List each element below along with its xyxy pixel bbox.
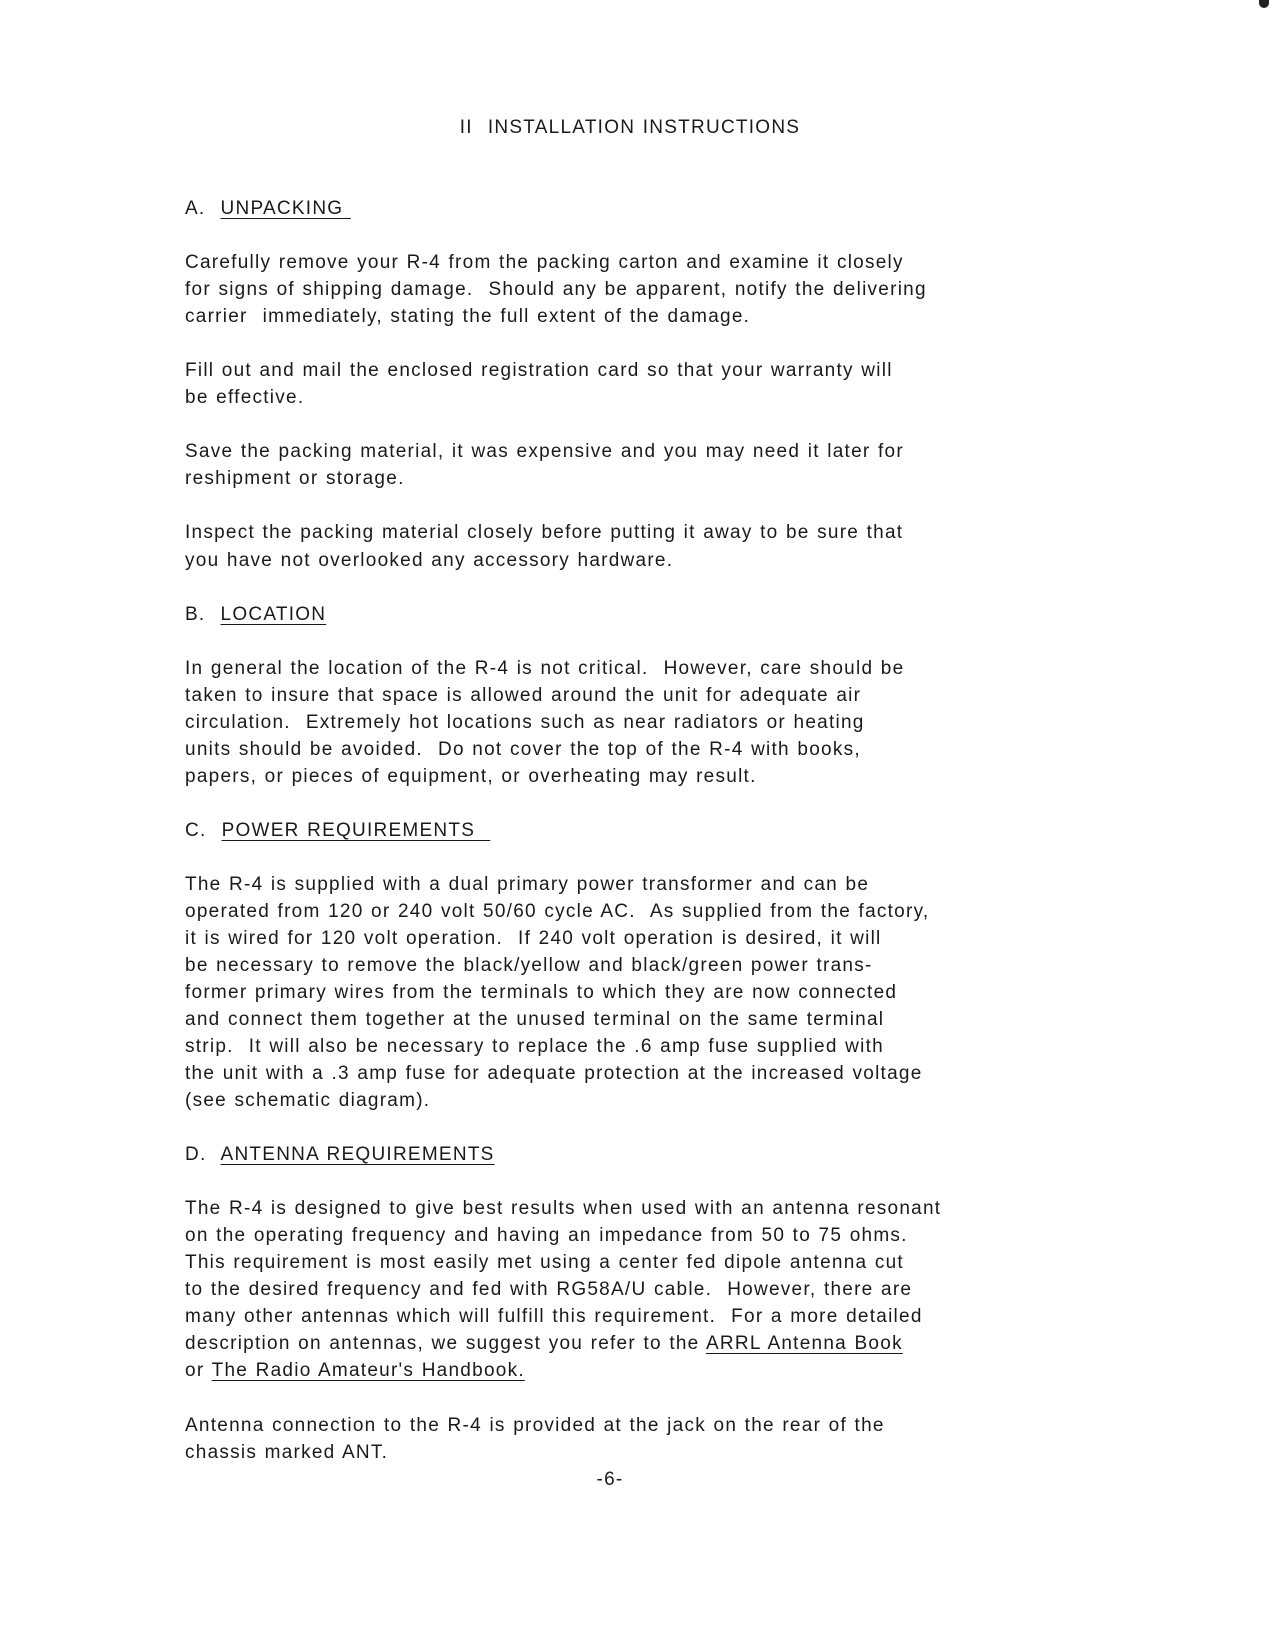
text-line: and connect them together at the unused terminal on the same terminal	[185, 1009, 885, 1031]
text-line: strip. It will also be necessary to replace the .6 amp fuse supplied with	[185, 1036, 884, 1058]
paragraph	[185, 871, 1105, 1114]
section-heading	[185, 817, 1105, 844]
paragraph	[185, 249, 1105, 330]
paragraph	[185, 1195, 1105, 1384]
text-line: former primary wires from the terminals to which they are now connected	[185, 982, 898, 1003]
sections	[185, 195, 1105, 1465]
text-line: Carefully remove your R-4 from the packing carton and examine it closely	[185, 252, 904, 274]
text-line: the unit with a .3 amp fuse for adequate protection at the increased voltage	[185, 1063, 923, 1085]
text-line: papers, or pieces of equipment, or overheating may result.	[185, 765, 757, 787]
paragraph	[185, 438, 1105, 492]
text-line: chassis marked ANT.	[185, 1441, 389, 1463]
text-line: Save the packing material, it was expensive and you may need it later for	[185, 441, 904, 463]
section-heading-text: ANTENNA REQUIREMENTS	[220, 1144, 495, 1166]
section-b	[185, 601, 1105, 817]
section-label: C.	[185, 819, 222, 841]
text-line: it is wired for 120 volt operation. If 240 volt operation is desired, it will	[185, 927, 882, 949]
text-line: many other antennas which will fulfill this requirement. For a more detailed	[185, 1306, 923, 1328]
text-line: Fill out and mail the enclosed registration card so that your warranty will	[185, 360, 893, 382]
section-d	[185, 1141, 1105, 1465]
text-line: taken to insure that space is allowed around the unit for adequate air	[185, 684, 862, 706]
text-line: for signs of shipping damage. Should any be apparent, notify the delivering	[185, 279, 927, 301]
text-line: carrier immediately, stating the full extent of the damage.	[185, 306, 751, 328]
section-c	[185, 817, 1105, 1141]
underlined-title: ARRL Antenna Book	[705, 1333, 903, 1355]
text-line: The R-4 is supplied with a dual primary power transformer and can be	[185, 873, 870, 895]
paragraph	[185, 1412, 1105, 1466]
section-heading	[185, 601, 1105, 628]
section-heading	[185, 195, 1105, 222]
paragraph	[185, 519, 1105, 573]
text-line: reshipment or storage.	[185, 468, 405, 490]
text-line: Antenna connection to the R-4 is provided at the jack on the rear of the	[185, 1414, 885, 1436]
text-segment: description on antennas, we suggest you refer to the	[185, 1333, 706, 1355]
text-line: Inspect the packing material closely before putting it away to be sure that	[185, 522, 904, 544]
text-line: to the desired frequency and fed with RG58A/U cable. However, there are	[185, 1279, 913, 1301]
text-line: This requirement is most easily met using a center fed dipole antenna cut	[185, 1252, 904, 1274]
page-number: -6-	[596, 1468, 624, 1490]
text-line: operated from 120 or 240 volt 50/60 cycle AC. As supplied from the factory,	[185, 900, 930, 922]
text-line: units should be avoided. Do not cover the top of the R-4 with books,	[185, 738, 861, 760]
text-line: on the operating frequency and having an impedance from 50 to 75 ohms.	[185, 1225, 908, 1247]
section-a	[185, 195, 1105, 600]
text-line	[185, 1357, 1105, 1384]
text-line: circulation. Extremely hot locations such as near radiators or heating	[185, 711, 865, 733]
document-page	[185, 114, 1105, 1493]
text-line: The R-4 is designed to give best results when used with an antenna resonant	[185, 1198, 942, 1220]
section-heading-text: POWER REQUIREMENTS	[221, 819, 491, 841]
underlined-title: The Radio Amateur's Handbook.	[211, 1360, 525, 1382]
text-line: (see schematic diagram).	[185, 1090, 431, 1112]
text-line	[185, 1330, 1105, 1357]
text-line: be effective.	[185, 387, 305, 409]
paragraph	[185, 357, 1105, 411]
text-line: you have not overlooked any accessory hardware.	[185, 549, 674, 571]
section-heading	[185, 1141, 1105, 1168]
text-line: In general the location of the R-4 is not critical. However, care should be	[185, 657, 905, 679]
scan-mark	[1259, 0, 1269, 8]
text-segment: or	[185, 1360, 212, 1382]
paragraph	[185, 655, 1105, 790]
section-label: D.	[185, 1144, 221, 1166]
section-label: B.	[185, 603, 221, 625]
section-heading-text: LOCATION	[220, 603, 327, 625]
section-label: A.	[185, 198, 221, 220]
section-heading-text: UNPACKING	[220, 198, 351, 220]
page-title: II INSTALLATION INSTRUCTIONS	[459, 117, 801, 138]
text-line: be necessary to remove the black/yellow and black/green power trans-	[185, 954, 873, 976]
